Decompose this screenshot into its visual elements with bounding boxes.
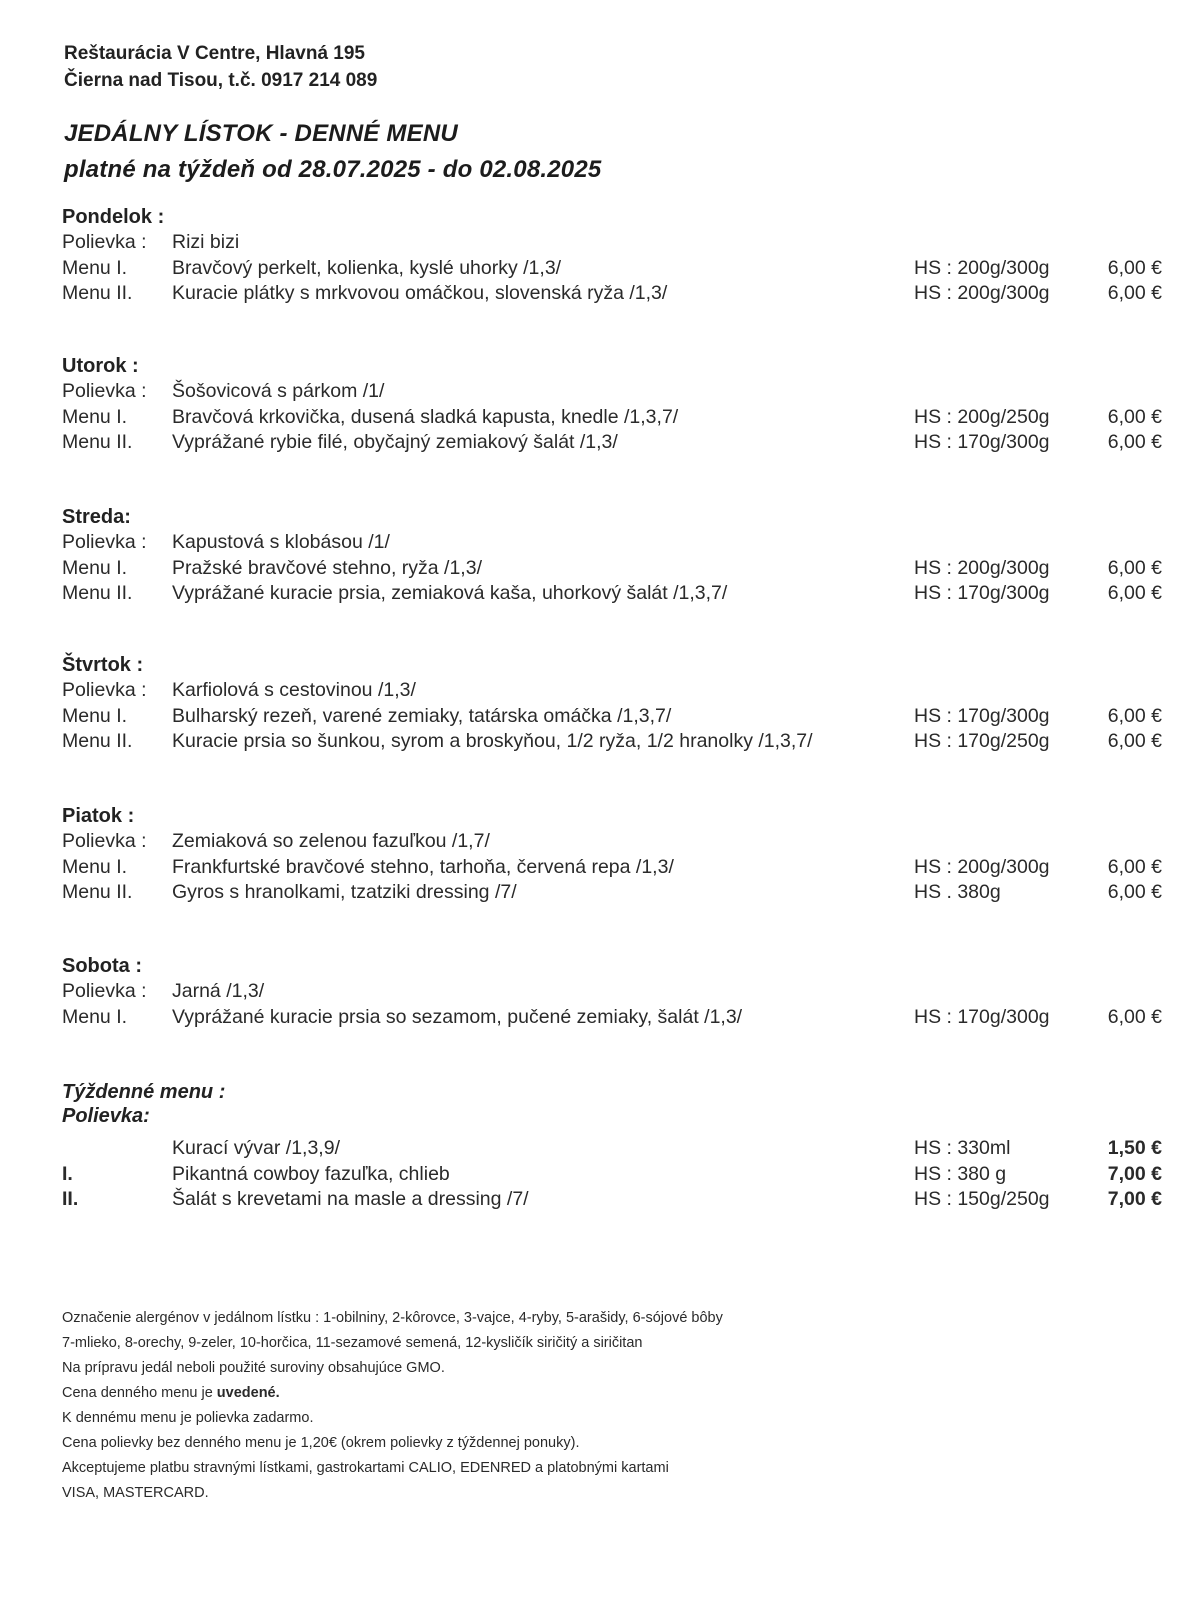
portion-size: HS : 150g/250g xyxy=(914,1188,1050,1210)
portion-size: HS : 200g/300g xyxy=(914,556,1050,579)
menu-row xyxy=(62,829,1162,855)
day-name: Piatok : xyxy=(62,805,135,827)
row-label: Menu I. xyxy=(62,855,128,878)
row-label: Menu II. xyxy=(62,282,133,304)
portion-size: HS : 170g/250g xyxy=(914,730,1050,752)
portion-size: HS : 200g/300g xyxy=(914,282,1050,304)
menu-row xyxy=(62,530,1162,556)
dish-name: Jarná /1,3/ xyxy=(172,980,265,1002)
weekly-menu-title: Týždenné menu : xyxy=(62,1081,226,1103)
portion-size: HS : 200g/250g xyxy=(914,405,1050,428)
weekly-menu-section xyxy=(62,1080,1162,1213)
dish-name: Šošovicová s párkom /1/ xyxy=(172,380,385,402)
day-section-utorok xyxy=(62,353,1162,456)
menu-row xyxy=(62,678,1162,704)
allergens-note-line-2: 7-mlieko, 8-orechy, 9-zeler, 10-horčica, 11-sezamové semená, 12-kysličík siričitý a siričitan xyxy=(62,1335,643,1351)
menu-row xyxy=(62,1162,1162,1188)
row-label: Menu I. xyxy=(62,556,128,579)
portion-size: HS : 200g/300g xyxy=(914,855,1050,878)
price: 6,00 € xyxy=(1107,431,1162,453)
row-label: Menu II. xyxy=(62,881,133,903)
menu-title xyxy=(64,116,601,188)
price: 7,00 € xyxy=(1107,1188,1162,1210)
row-label: I. xyxy=(62,1162,73,1185)
weekly-menu-subtitle: Polievka: xyxy=(62,1105,150,1127)
day-section-pondelok xyxy=(62,204,1162,307)
row-label: Menu I. xyxy=(62,405,128,428)
menu-row xyxy=(62,379,1162,405)
menu-row xyxy=(62,430,1162,456)
price: 6,00 € xyxy=(1107,704,1162,727)
day-section-streda xyxy=(62,504,1162,607)
soup-free-note: K dennému menu je polievka zadarmo. xyxy=(62,1410,314,1426)
menu-row xyxy=(62,281,1162,307)
portion-size: HS : 170g/300g xyxy=(914,1005,1050,1028)
menu-row xyxy=(62,1187,1162,1213)
price-note-text: Cena denného menu je xyxy=(62,1385,217,1401)
day-section-piatok xyxy=(62,803,1162,906)
dish-name: Frankfurtské bravčové stehno, tarhoňa, červená repa /1,3/ xyxy=(172,855,674,878)
price-note xyxy=(62,1381,1062,1406)
menu-row xyxy=(62,1005,1162,1031)
row-label: Polievka : xyxy=(62,679,147,701)
portion-size: HS : 170g/300g xyxy=(914,704,1050,727)
day-section-sobota xyxy=(62,953,1162,1030)
restaurant-header xyxy=(64,40,377,94)
dish-name: Vyprážané kuracie prsia, zemiaková kaša, uhorkový šalát /1,3,7/ xyxy=(172,582,728,604)
portion-size: HS : 170g/300g xyxy=(914,582,1050,604)
row-label: Menu I. xyxy=(62,704,128,727)
price: 6,00 € xyxy=(1107,881,1162,903)
menu-row xyxy=(62,729,1162,755)
dish-name: Kuracie plátky s mrkvovou omáčkou, slovenská ryža /1,3/ xyxy=(172,282,668,304)
allergens-note-line-1: Označenie alergénov v jedálnom lístku : 1-obilniny, 2-kôrovce, 3-vajce, 4-ryby, 5-arašidy, 6-sójové bôby xyxy=(62,1310,723,1326)
portion-size: HS . 380g xyxy=(914,881,1001,903)
price: 1,50 € xyxy=(1107,1137,1162,1159)
gmo-note: Na prípravu jedál neboli použité suroviny obsahujúce GMO. xyxy=(62,1360,445,1376)
menu-row xyxy=(62,581,1162,607)
price: 6,00 € xyxy=(1107,855,1162,878)
price: 6,00 € xyxy=(1107,730,1162,752)
dish-name: Rizi bizi xyxy=(172,231,240,253)
row-label: Menu II. xyxy=(62,730,133,752)
dish-name: Bravčová krkovička, dusená sladká kapusta, knedle /1,3,7/ xyxy=(172,405,679,428)
row-label: II. xyxy=(62,1188,79,1210)
price-note-emphasis: uvedené. xyxy=(216,1385,280,1401)
menu-row xyxy=(62,704,1162,730)
menu-row xyxy=(62,230,1162,256)
portion-size: HS : 170g/300g xyxy=(914,431,1050,453)
price: 6,00 € xyxy=(1107,256,1162,279)
dish-name: Šalát s krevetami na masle a dressing /7/ xyxy=(172,1188,529,1210)
dish-name: Pikantná cowboy fazuľka, chlieb xyxy=(172,1162,450,1185)
row-label: Menu I. xyxy=(62,256,128,279)
row-label: Menu II. xyxy=(62,431,133,453)
menu-row xyxy=(62,855,1162,881)
portion-size: HS : 200g/300g xyxy=(914,256,1050,279)
day-name: Sobota : xyxy=(62,955,142,977)
price: 7,00 € xyxy=(1107,1162,1162,1185)
price: 6,00 € xyxy=(1107,556,1162,579)
menu-validity: platné na týždeň od 28.07.2025 - do 02.08.2025 xyxy=(64,156,602,183)
dish-name: Kurací vývar /1,3,9/ xyxy=(172,1137,340,1159)
portion-size: HS : 330ml xyxy=(914,1137,1011,1159)
dish-name: Vyprážané kuracie prsia so sezamom, pučené zemiaky, šalát /1,3/ xyxy=(172,1005,743,1028)
dish-name: Bravčový perkelt, kolienka, kyslé uhorky /1,3/ xyxy=(172,256,562,279)
dish-name: Pražské bravčové stehno, ryža /1,3/ xyxy=(172,556,482,579)
day-section-stvrtok xyxy=(62,652,1162,755)
dish-name: Bulharský rezeň, varené zemiaky, tatárska omáčka /1,3,7/ xyxy=(172,704,672,727)
row-label: Polievka : xyxy=(62,231,147,253)
footnotes xyxy=(62,1306,1062,1506)
day-name: Pondelok : xyxy=(62,206,165,228)
row-label: Menu I. xyxy=(62,1005,128,1028)
day-name: Utorok : xyxy=(62,355,139,377)
dish-name: Zemiaková so zelenou fazuľkou /1,7/ xyxy=(172,830,490,852)
soup-price-note: Cena polievky bez denného menu je 1,20€ (okrem polievky z týždennej ponuky). xyxy=(62,1435,580,1451)
dish-name: Vyprážané rybie filé, obyčajný zemiakový šalát /1,3/ xyxy=(172,431,618,453)
price: 6,00 € xyxy=(1107,405,1162,428)
payment-note-line-2: VISA, MASTERCARD. xyxy=(62,1485,209,1501)
price: 6,00 € xyxy=(1107,582,1162,604)
day-name: Štvrtok : xyxy=(62,654,144,676)
row-label: Polievka : xyxy=(62,980,147,1002)
menu-row xyxy=(62,880,1162,906)
payment-note-line-1: Akceptujeme platbu stravnými lístkami, gastrokartami CALIO, EDENRED a platobnými kartami xyxy=(62,1460,669,1476)
menu-row xyxy=(62,979,1162,1005)
day-name: Streda: xyxy=(62,506,131,528)
price: 6,00 € xyxy=(1107,282,1162,304)
restaurant-name-address: Reštaurácia V Centre, Hlavná 195 xyxy=(64,43,365,64)
row-label: Menu II. xyxy=(62,582,133,604)
row-label: Polievka : xyxy=(62,380,147,402)
dish-name: Gyros s hranolkami, tzatziki dressing /7/ xyxy=(172,881,517,903)
menu-row xyxy=(62,1136,1162,1162)
dish-name: Kapustová s klobásou /1/ xyxy=(172,531,390,553)
portion-size: HS : 380 g xyxy=(914,1162,1007,1185)
dish-name: Kuracie prsia so šunkou, syrom a broskyňou, 1/2 ryža, 1/2 hranolky /1,3,7/ xyxy=(172,730,813,752)
row-label: Polievka : xyxy=(62,531,147,553)
dish-name: Karfiolová s cestovinou /1,3/ xyxy=(172,679,416,701)
menu-row xyxy=(62,405,1162,431)
restaurant-city-phone: Čierna nad Tisou, t.č. 0917 214 089 xyxy=(64,70,378,91)
menu-title-main: JEDÁLNY LÍSTOK - DENNÉ MENU xyxy=(64,120,458,147)
price: 6,00 € xyxy=(1107,1005,1162,1028)
menu-row xyxy=(62,556,1162,582)
menu-row xyxy=(62,256,1162,282)
row-label: Polievka : xyxy=(62,830,147,852)
